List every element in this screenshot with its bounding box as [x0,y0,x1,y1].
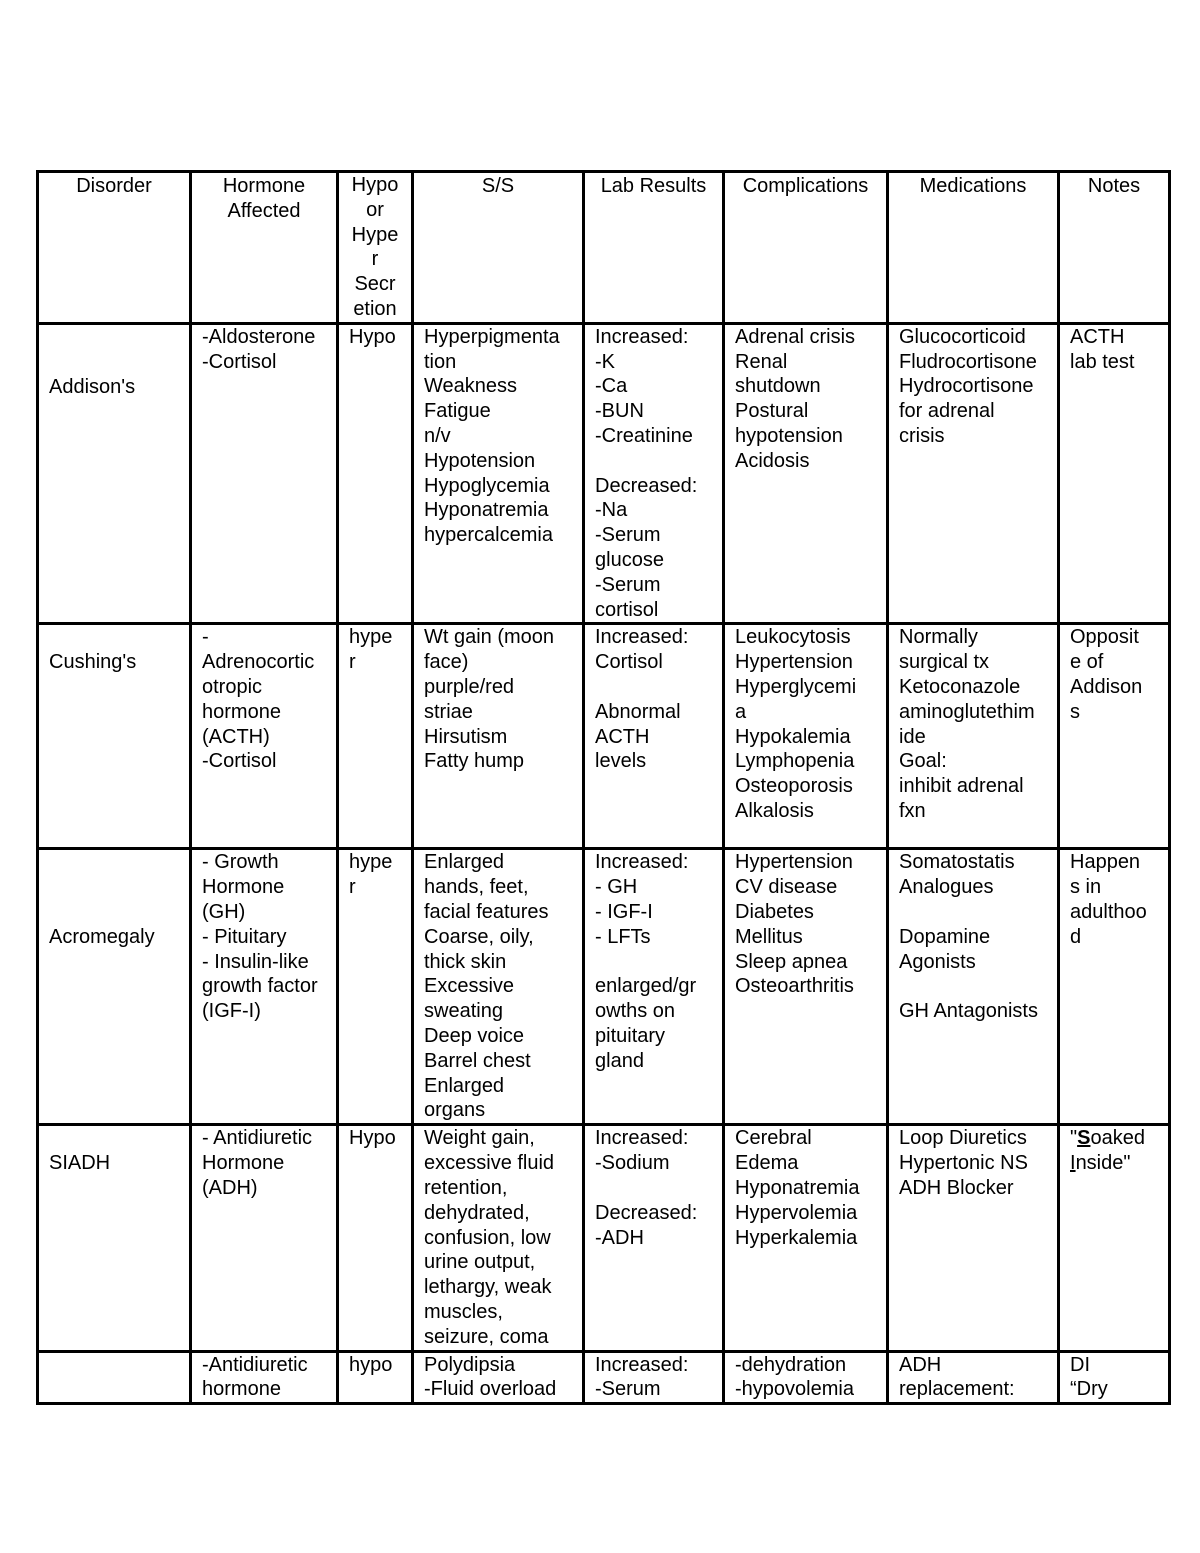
table-row [38,1351,1170,1404]
header-row [38,172,1170,324]
complications-cell: Leukocytosis Hypertension Hyperglycemi a Hypokalemia Lymphopenia Osteoporosis Alkalosis [724,624,888,849]
header-disorder: Disorder [38,172,191,324]
medications-cell: Normally surgical tx Ketoconazole aminoglutethim ide Goal: inhibit adrenal fxn [888,624,1059,849]
notes-cell [1059,1125,1170,1351]
notes-mnemonic-i-rest: nside" [1075,1152,1131,1175]
disorder-cell: SIADH [38,1125,191,1351]
signs-symptoms-cell: Polydipsia -Fluid overload [413,1351,584,1404]
medications-cell: Glucocorticoid Fludrocortisone Hydrocortisone for adrenal crisis [888,323,1059,624]
hormone-cell: - Adrenocortic otropic hormone (ACTH) -Cortisol [191,624,338,849]
lab-results-cell: Increased: -K -Ca -BUN -Creatinine Decreased: -Na -Serum glucose -Serum cortisol [584,323,724,624]
notes-cell: ACTH lab test [1059,323,1170,624]
medications-cell: ADH replacement: [888,1351,1059,1404]
disorder-cell: Acromegaly [38,849,191,1125]
header-complications: Complications [724,172,888,324]
hormone-cell: - Growth Hormone (GH) - Pituitary - Insulin-like growth factor (IGF-I) [191,849,338,1125]
secretion-cell: hype r [338,624,413,849]
notes-mnemonic-i: I [1070,1152,1076,1175]
notes-quote-open: " [1070,1127,1078,1150]
header-notes: Notes [1059,172,1170,324]
secretion-cell: Hypo [338,323,413,624]
notes-mnemonic-s-rest: oaked [1090,1127,1145,1150]
hormone-cell: -Aldosterone -Cortisol [191,323,338,624]
disorder-cell: Addison's [38,323,191,624]
signs-symptoms-cell: Enlarged hands, feet, facial features Coarse, oily, thick skin Excessive sweating Deep voice Barrel chest Enlarged organs [413,849,584,1125]
disorder-cell [38,1351,191,1404]
table-row [38,624,1170,849]
header-secretion: Hypo or Hype r Secr etion [338,172,413,324]
hormone-cell: -Antidiuretic hormone [191,1351,338,1404]
table-row [38,323,1170,624]
table-row [38,849,1170,1125]
header-medications: Medications [888,172,1059,324]
signs-symptoms-cell: Wt gain (moon face) purple/red striae Hirsutism Fatty hump [413,624,584,849]
lab-results-cell: Increased: Cortisol Abnormal ACTH levels [584,624,724,849]
notes-cell: Opposit e of Addison s [1059,624,1170,849]
lab-results-cell: Increased: -Sodium Decreased: -ADH [584,1125,724,1351]
header-hormone-affected: Hormone Affected [191,172,338,324]
signs-symptoms-cell: Weight gain, excessive fluid retention, dehydrated, confusion, low urine output, lethargy, weak muscles, seizure, coma [413,1125,584,1351]
endocrine-disorders-table [36,170,1171,1405]
medications-cell: Loop Diuretics Hypertonic NS ADH Blocker [888,1125,1059,1351]
notes-mnemonic-s: S [1077,1127,1091,1150]
secretion-cell: Hypo [338,1125,413,1351]
header-lab-results: Lab Results [584,172,724,324]
notes-cell: DI “Dry [1059,1351,1170,1404]
complications-cell: Hypertension CV disease Diabetes Mellitus Sleep apnea Osteoarthritis [724,849,888,1125]
signs-symptoms-cell: Hyperpigmenta tion Weakness Fatigue n/v Hypotension Hypoglycemia Hyponatremia hypercalcemia [413,323,584,624]
complications-cell: -dehydration -hypovolemia [724,1351,888,1404]
notes-cell: Happen s in adulthoo d [1059,849,1170,1125]
lab-results-cell: Increased: -Serum [584,1351,724,1404]
header-signs-symptoms: S/S [413,172,584,324]
disorder-cell: Cushing's [38,624,191,849]
hormone-cell: - Antidiuretic Hormone (ADH) [191,1125,338,1351]
complications-cell: Cerebral Edema Hyponatremia Hypervolemia Hyperkalemia [724,1125,888,1351]
complications-cell: Adrenal crisis Renal shutdown Postural hypotension Acidosis [724,323,888,624]
medications-cell: Somatostatis Analogues Dopamine Agonists GH Antagonists [888,849,1059,1125]
secretion-cell: hype r [338,849,413,1125]
table-row [38,1125,1170,1351]
secretion-cell: hypo [338,1351,413,1404]
lab-results-cell: Increased: - GH - IGF-I - LFTs enlarged/gr owths on pituitary gland [584,849,724,1125]
